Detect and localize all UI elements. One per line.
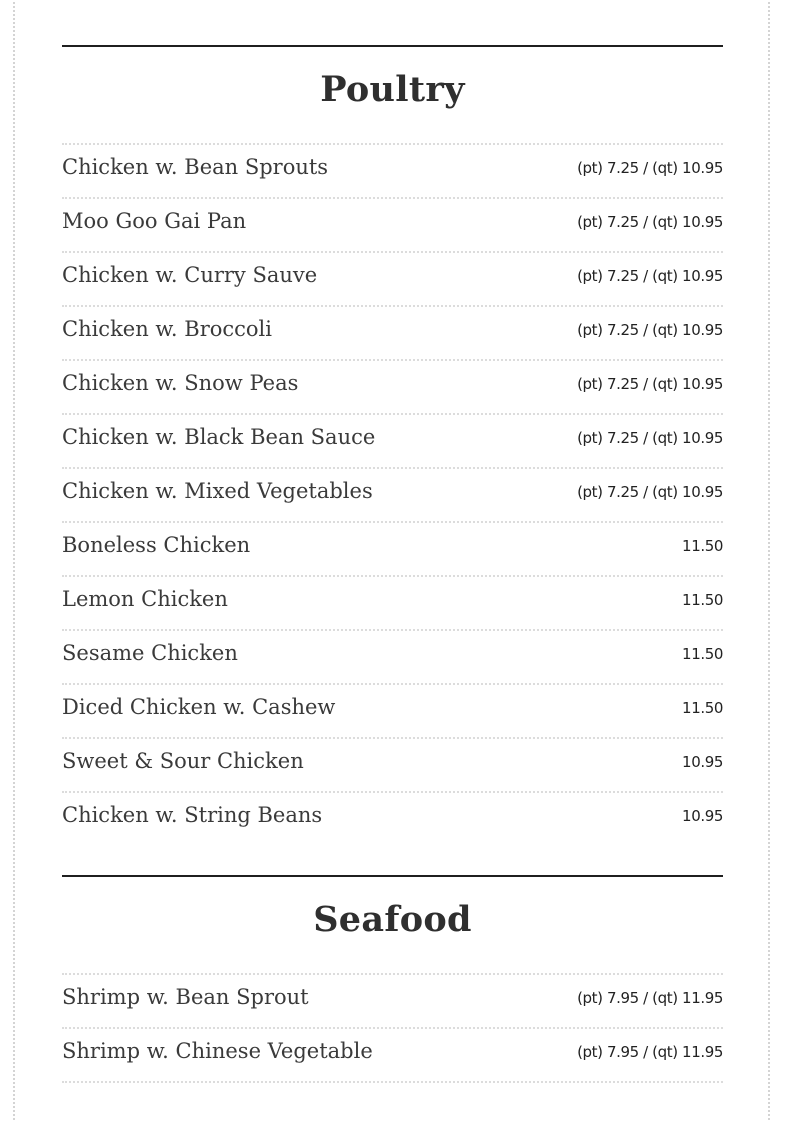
menu-item-name: Chicken w. Snow Peas [62,371,299,395]
menu-item-price: 11.50 [682,537,723,555]
menu-item-price: (pt) 7.95 / (qt) 11.95 [577,1043,723,1061]
menu-item [62,683,723,737]
menu-item-price: (pt) 7.25 / (qt) 10.95 [577,267,723,285]
menu-item-name: Shrimp w. Chinese Vegetable [62,1039,373,1063]
menu-item-price: 11.50 [682,699,723,717]
menu-item [62,737,723,791]
section-title-seafood: Seafood [313,899,472,940]
menu-item-name: Moo Goo Gai Pan [62,209,247,233]
menu-item [62,197,723,251]
menu-item-price: 11.50 [682,645,723,663]
menu-item [62,791,723,845]
menu-item [62,973,723,1027]
menu-item-name: Sesame Chicken [62,641,238,665]
menu-item-name: Sweet & Sour Chicken [62,749,304,773]
menu-item [62,521,723,575]
menu-item-name: Lemon Chicken [62,587,228,611]
menu-item-partial [62,1081,723,1135]
menu-item-price: (pt) 7.25 / (qt) 10.95 [577,483,723,501]
menu-item-name: Chicken w. Black Bean Sauce [62,425,376,449]
menu-item-price: (pt) 7.25 / (qt) 10.95 [577,159,723,177]
section-poultry [62,45,723,845]
menu-item [62,413,723,467]
menu-item-name: Chicken w. String Beans [62,803,323,827]
menu-item-price: (pt) 7.25 / (qt) 10.95 [577,429,723,447]
menu-item [62,575,723,629]
menu-item-price: (pt) 7.25 / (qt) 10.95 [577,321,723,339]
section-title-poultry: Poultry [320,69,465,110]
section-seafood [62,875,723,1135]
menu-item-name: Chicken w. Bean Sprouts [62,155,329,179]
menu-item-name: Chicken w. Broccoli [62,317,272,341]
menu-item-price: 11.50 [682,591,723,609]
menu-item-price: (pt) 7.25 / (qt) 10.95 [577,213,723,231]
menu-item [62,467,723,521]
menu-item [62,359,723,413]
menu-item-name: Chicken w. Curry Sauve [62,263,318,287]
menu-item-price: 10.95 [682,807,723,825]
menu-item-price: (pt) 7.95 / (qt) 11.95 [577,989,723,1007]
menu-item [62,1027,723,1081]
menu-item [62,629,723,683]
menu-item-name: Diced Chicken w. Cashew [62,695,336,719]
menu-item-name: Boneless Chicken [62,533,251,557]
menu-item [62,251,723,305]
menu-item [62,143,723,197]
menu-item-price: 10.95 [682,753,723,771]
menu-item-name: Shrimp w. Bean Sprout [62,985,309,1009]
menu-item [62,305,723,359]
menu-item-name: Chicken w. Mixed Vegetables [62,479,373,503]
menu-item-price: (pt) 7.25 / (qt) 10.95 [577,375,723,393]
